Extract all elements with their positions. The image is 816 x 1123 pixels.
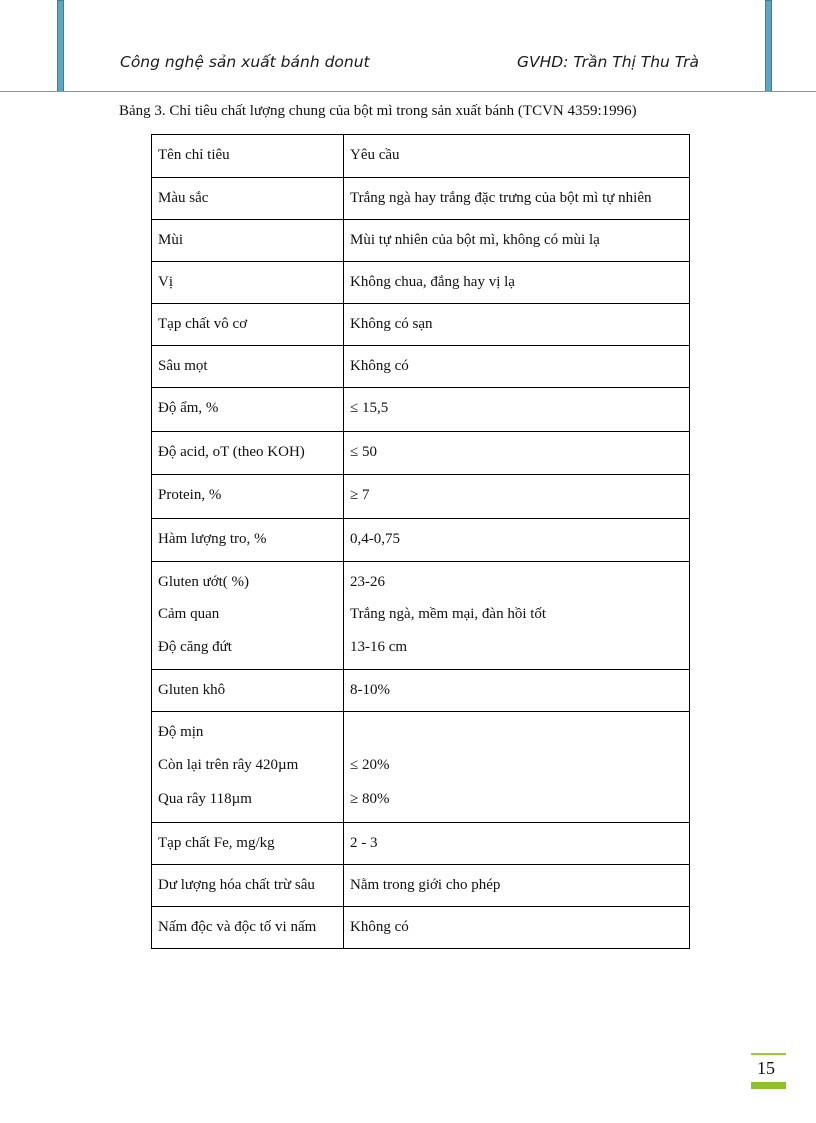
requirement-cell: [344, 712, 690, 823]
sieve-420-label: Còn lại trên rây 420µm: [158, 757, 299, 774]
page-number-rule: [751, 1053, 786, 1055]
requirement-cell: Mùi tự nhiên của bột mì, không có mùi lạ: [344, 220, 690, 262]
criteria-cell: Màu sắc: [152, 178, 344, 220]
header-left-bar: [57, 0, 64, 92]
table-row: [152, 907, 690, 949]
criteria-cell: Vị: [152, 262, 344, 304]
criteria-cell: Nấm độc và độc tố vi nấm: [152, 907, 344, 949]
table-row: [152, 432, 690, 475]
header-supervisor: GVHD: Trần Thị Thu Trà: [517, 53, 699, 71]
page-number: 15: [757, 1058, 775, 1078]
header-title: Công nghệ sản xuất bánh donut: [120, 53, 370, 71]
criteria-cell: [152, 712, 344, 823]
requirement-cell: Không có sạn: [344, 304, 690, 346]
requirement-cell: Không có: [344, 346, 690, 388]
requirement-cell: ≥ 7: [344, 475, 690, 519]
criteria-cell: Protein, %: [152, 475, 344, 519]
sensory-value: Trắng ngà, mềm mại, đàn hồi tốt: [350, 606, 547, 623]
criteria-cell: Tạp chất Fe, mg/kg: [152, 823, 344, 865]
requirement-cell: [344, 562, 690, 670]
criteria-cell: Gluten khô: [152, 670, 344, 712]
table-row: [152, 178, 690, 220]
table-caption: Bảng 3. Chỉ tiêu chất lượng chung của bột mì trong sản xuất bánh (TCVN 4359:1996): [119, 103, 637, 119]
tensile-value: 13-16 cm: [350, 638, 408, 655]
table-row: [152, 346, 690, 388]
header-cell-requirement: Yêu cầu: [344, 135, 690, 178]
header-cell-criteria: Tên chỉ tiêu: [152, 135, 344, 178]
table-row: [152, 670, 690, 712]
criteria-cell: Dư lượng hóa chất trừ sâu: [152, 865, 344, 907]
requirement-cell: 0,4-0,75: [344, 519, 690, 562]
sieve-118-label: Qua rây 118µm: [158, 790, 252, 807]
requirement-cell: ≤ 50: [344, 432, 690, 475]
gluten-wet-label: Gluten ướt( %): [158, 574, 250, 590]
fineness-label: Độ mịn: [158, 724, 204, 740]
table-row: [152, 262, 690, 304]
table-row: [152, 823, 690, 865]
requirement-cell: 8-10%: [344, 670, 690, 712]
criteria-cell: [152, 562, 344, 670]
gluten-wet-value: 23-26: [350, 574, 385, 590]
criteria-cell: Sâu mọt: [152, 346, 344, 388]
table-row: [152, 388, 690, 432]
table-row-gluten-wet: [152, 562, 690, 670]
header-right-bar: [765, 0, 772, 92]
tensile-label: Độ căng đứt: [158, 638, 232, 655]
table-row: [152, 475, 690, 519]
header-divider: [0, 91, 816, 92]
criteria-cell: Hàm lượng tro, %: [152, 519, 344, 562]
criteria-cell: Độ ẩm, %: [152, 388, 344, 432]
table-header-row: [152, 135, 690, 178]
table-row: [152, 519, 690, 562]
sieve-118-value: ≥ 80%: [350, 790, 390, 807]
requirement-cell: Trắng ngà hay trắng đặc trưng của bột mì tự nhiên: [344, 178, 690, 220]
quality-table: [151, 134, 690, 949]
sieve-420-value: ≤ 20%: [350, 757, 390, 774]
sensory-label: Cảm quan: [158, 606, 220, 623]
page-number-bar: [751, 1082, 786, 1089]
requirement-cell: Nằm trong giới cho phép: [344, 865, 690, 907]
table-row: [152, 220, 690, 262]
criteria-cell: Tạp chất vô cơ: [152, 304, 344, 346]
table-row: [152, 304, 690, 346]
requirement-cell: ≤ 15,5: [344, 388, 690, 432]
requirement-cell: Không có: [344, 907, 690, 949]
table-row: [152, 865, 690, 907]
criteria-cell: Mùi: [152, 220, 344, 262]
criteria-cell: Độ acid, oT (theo KOH): [152, 432, 344, 475]
requirement-cell: Không chua, đắng hay vị lạ: [344, 262, 690, 304]
requirement-cell: 2 - 3: [344, 823, 690, 865]
table-row-fineness: [152, 712, 690, 823]
